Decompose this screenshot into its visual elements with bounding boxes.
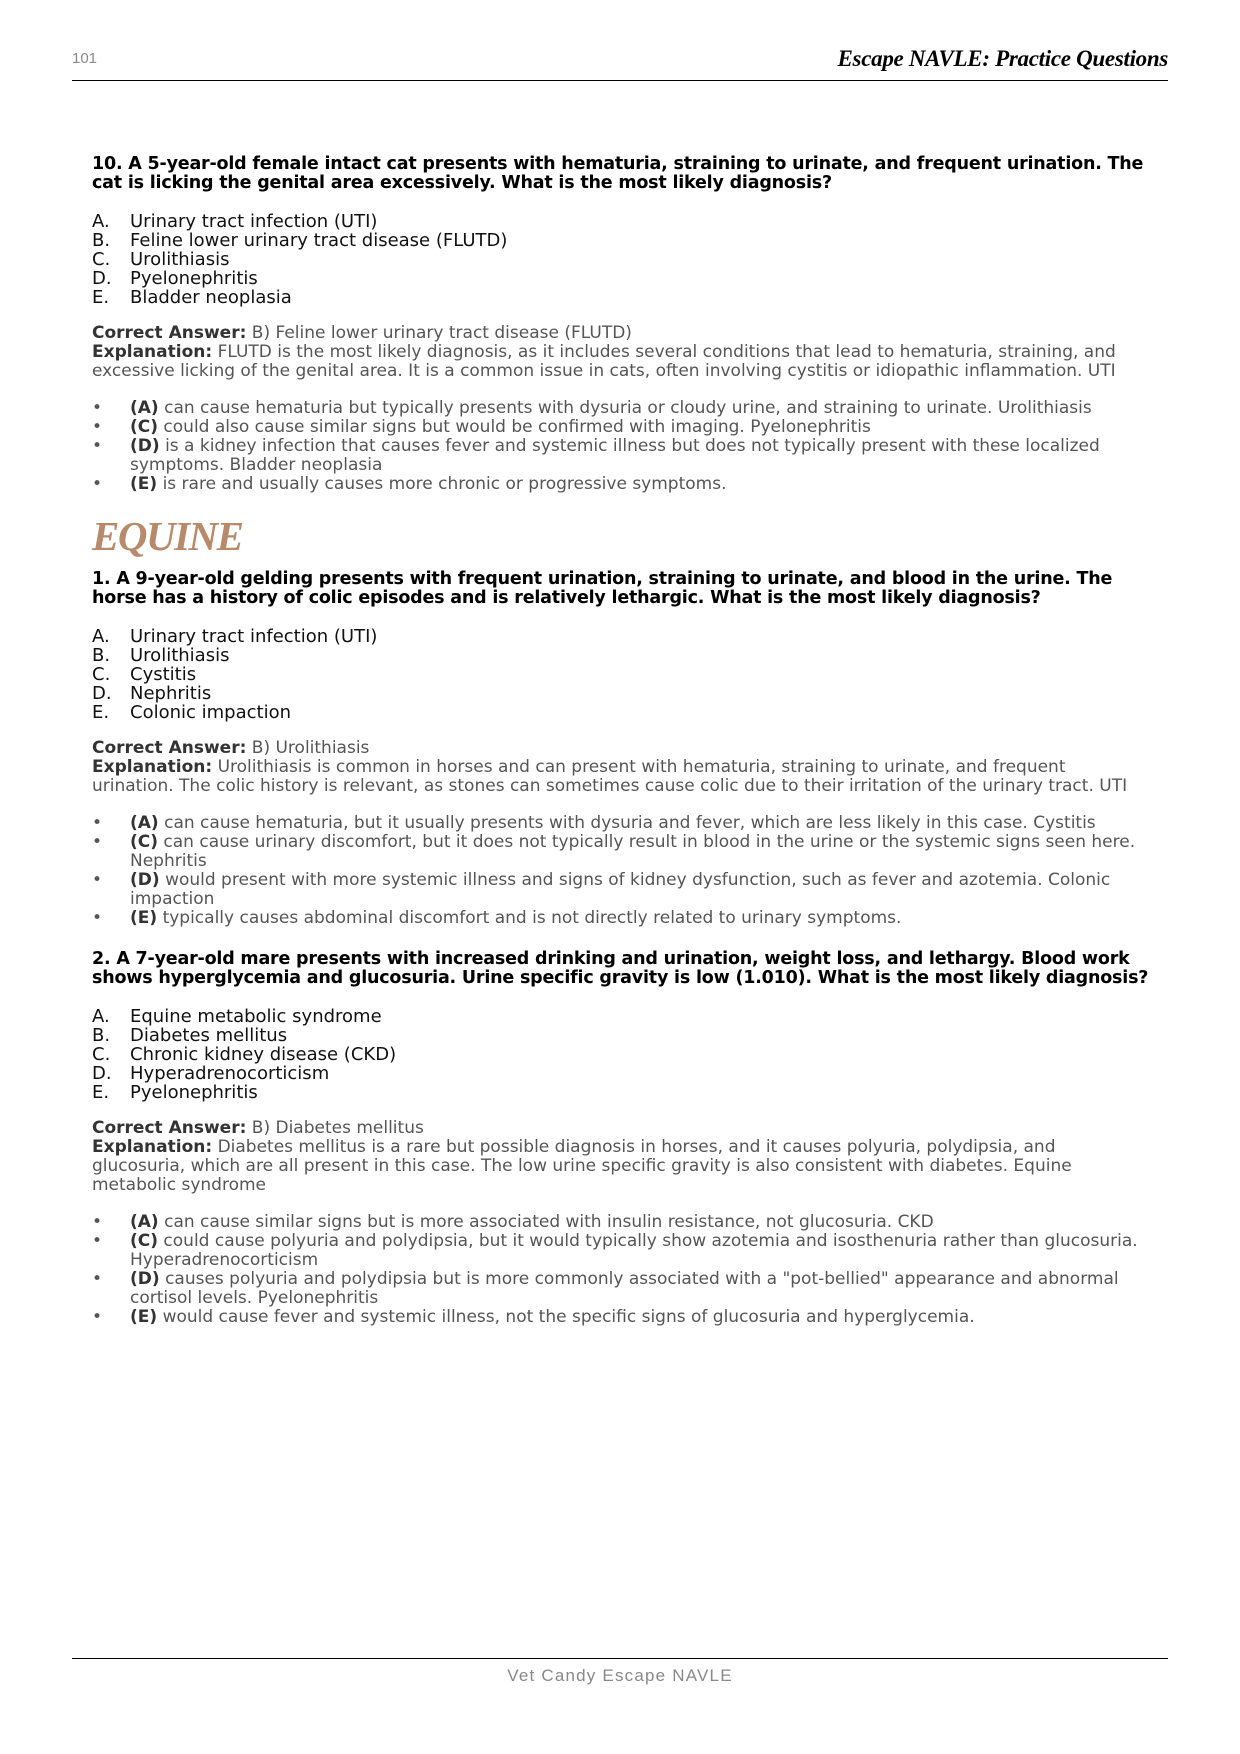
list-item: • (E) is rare and usually causes more chronic or progressive symptoms.: [92, 474, 727, 494]
page-header: [72, 44, 1168, 81]
page-content: [92, 155, 1152, 1327]
answer-explanation: [92, 1119, 1152, 1195]
question-block: [92, 155, 1152, 494]
option-d: D. Pyelonephritis: [92, 268, 258, 289]
list-item: • (A) can cause hematuria, but it usually presents with dysuria and fever, which are less likely in this case. Cystitis: [92, 813, 1096, 833]
question-block: [92, 570, 1152, 928]
list-item: • (A) can cause hematuria but typically presents with dysuria or cloudy urine, and straining to urinate. Urolithiasis: [92, 398, 1092, 418]
option-a: A. Urinary tract infection (UTI): [92, 626, 378, 647]
option-d: D. Hyperadrenocorticism: [92, 1063, 330, 1084]
answer-options: [92, 212, 1152, 307]
option-e: E. Pyelonephritis: [92, 1082, 258, 1103]
distractor-list: [92, 399, 1152, 494]
distractor-list: [92, 814, 1152, 928]
question-block: [92, 950, 1152, 1327]
option-a: A. Equine metabolic syndrome: [92, 1006, 382, 1027]
list-item: • (C) could cause polyuria and polydipsia, but it would typically show azotemia and isosthenuria rather than glucosuria. Hyperadrenocorticism: [92, 1231, 1138, 1270]
correct-answer: Correct Answer: B) Feline lower urinary tract disease (FLUTD): [92, 323, 632, 343]
page-number: 101: [72, 50, 98, 67]
answer-explanation: [92, 739, 1152, 796]
option-c: C. Chronic kidney disease (CKD): [92, 1044, 397, 1065]
list-item: • (C) can cause urinary discomfort, but it does not typically result in blood in the urine or the systemic signs seen here. Nephritis: [92, 832, 1136, 871]
list-item: • (E) would cause fever and systemic illness, not the specific signs of glucosuria and hyperglycemia.: [92, 1307, 975, 1327]
correct-answer: Correct Answer: B) Urolithiasis: [92, 738, 370, 758]
option-a: A. Urinary tract infection (UTI): [92, 211, 378, 232]
explanation: Explanation: FLUTD is the most likely diagnosis, as it includes several conditions that lead to hematuria, straining, and excessive licking of the genital area. It is a common issue in cats, often involving cystitis or idiopathic inflammation. UTI: [92, 342, 1116, 381]
question-text: 10. A 5-year-old female intact cat presents with hematuria, straining to urinate, and frequent urination. The cat is licking the genital area excessively. What is the most likely diagnosis?: [92, 154, 1144, 193]
option-d: D. Nephritis: [92, 683, 212, 704]
option-e: E. Bladder neoplasia: [92, 287, 292, 308]
running-title: Escape NAVLE: Practice Questions: [837, 46, 1168, 71]
list-item: • (E) typically causes abdominal discomfort and is not directly related to urinary symptoms.: [92, 908, 902, 928]
correct-answer: Correct Answer: B) Diabetes mellitus: [92, 1118, 424, 1138]
question-text: 2. A 7-year-old mare presents with increased drinking and urination, weight loss, and lethargy. Blood work shows hyperglycemia and glucosuria. Urine specific gravity is low (1.010). What is the most likely diagnosis?: [92, 949, 1149, 988]
list-item: • (D) would present with more systemic illness and signs of kidney dysfunction, such as fever and azotemia. Colonic impaction: [92, 870, 1111, 909]
list-item: • (C) could also cause similar signs but would be confirmed with imaging. Pyelonephritis: [92, 417, 871, 437]
answer-options: [92, 1007, 1152, 1102]
option-c: C. Cystitis: [92, 664, 197, 685]
footer-text: Vet Candy Escape NAVLE: [507, 1666, 733, 1685]
distractor-list: [92, 1213, 1152, 1327]
list-item: • (A) can cause similar signs but is more associated with insulin resistance, not glucosuria. CKD: [92, 1212, 934, 1232]
footer-divider: [72, 1658, 1168, 1659]
explanation: Explanation: Urolithiasis is common in horses and can present with hematuria, straining to urinate, and frequent urination. The colic history is relevant, as stones can sometimes cause colic due to their irritation of the urinary tract. UTI: [92, 757, 1128, 796]
list-item: • (D) is a kidney infection that causes fever and systemic illness but does not typically present with these localized symptoms. Bladder neoplasia: [92, 436, 1100, 475]
answer-options: [92, 627, 1152, 722]
option-b: B. Urolithiasis: [92, 645, 230, 666]
list-item: • (D) causes polyuria and polydipsia but is more commonly associated with a "pot-bellied" appearance and abnormal cortisol levels. Pyelonephritis: [92, 1269, 1119, 1308]
question-text: 1. A 9-year-old gelding presents with frequent urination, straining to urinate, and blood in the urine. The horse has a history of colic episodes and is relatively lethargic. What is the most likely diagnosis?: [92, 569, 1113, 608]
option-b: B. Feline lower urinary tract disease (FLUTD): [92, 230, 508, 251]
explanation: Explanation: Diabetes mellitus is a rare but possible diagnosis in horses, and it causes polyuria, polydipsia, and glucosuria, which are all present in this case. The low urine specific gravity is also consistent with diabetes. Equine metabolic syndrome: [92, 1137, 1072, 1195]
section-heading: EQUINE: [92, 513, 243, 559]
answer-explanation: [92, 324, 1152, 381]
option-b: B. Diabetes mellitus: [92, 1025, 288, 1046]
option-e: E. Colonic impaction: [92, 702, 291, 723]
option-c: C. Urolithiasis: [92, 249, 230, 270]
